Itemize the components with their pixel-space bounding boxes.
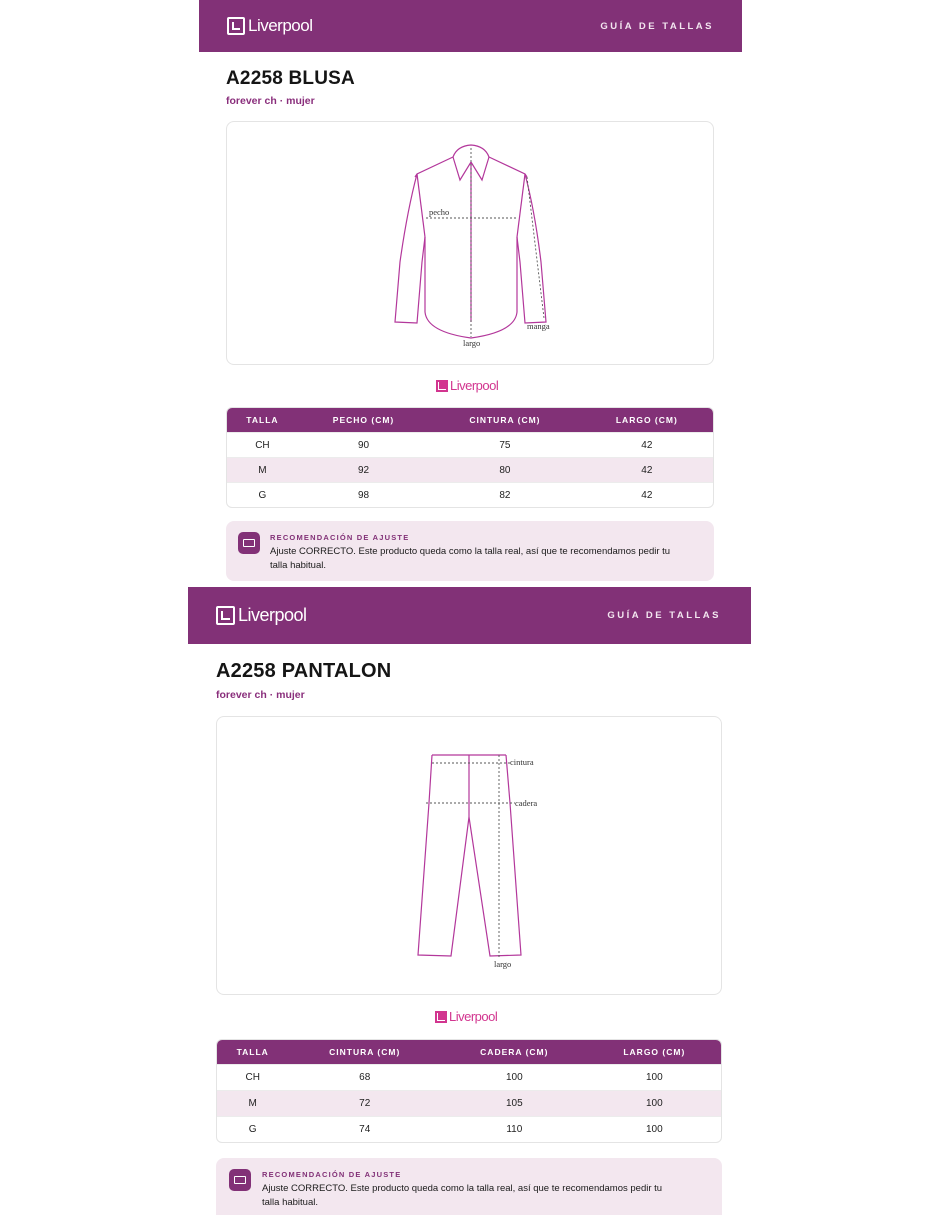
product-subtitle: forever ch · mujer [226, 95, 315, 107]
shirt-outline [395, 145, 546, 338]
size-table [216, 1039, 722, 1143]
col-header: CINTURA (CM) [429, 408, 580, 432]
col-header: PECHO (CM) [298, 408, 429, 432]
size-guide-pantalon [188, 587, 751, 1215]
table-row [227, 482, 713, 507]
table-cell: CH [227, 432, 298, 457]
table-cell: 72 [288, 1090, 441, 1116]
table-cell: M [227, 457, 298, 482]
col-header: CADERA (CM) [441, 1040, 588, 1064]
table-row [227, 457, 713, 482]
recommendation-text: Ajuste CORRECTO. Este producto queda como la talla real, así que te recomendamos pedir tu talla habitual. [262, 1183, 663, 1208]
table-cell: G [217, 1116, 288, 1142]
header-bar [188, 587, 751, 644]
diagram-label-length: largo [494, 959, 512, 969]
table-header-row [227, 408, 713, 432]
recommendation-text: Ajuste CORRECTO. Este producto queda como la talla real, así que te recomendamos pedir tu talla habitual. [270, 546, 671, 571]
col-header: CINTURA (CM) [288, 1040, 441, 1064]
table-cell: 98 [298, 482, 429, 507]
table-row [227, 432, 713, 457]
table-cell: 92 [298, 457, 429, 482]
size-table [226, 407, 714, 508]
liverpool-mini-logo: Liverpool [436, 378, 498, 393]
liverpool-logo[interactable]: Liverpool [216, 605, 307, 626]
table-cell: M [217, 1090, 288, 1116]
table-row [217, 1064, 721, 1090]
table-cell: G [227, 482, 298, 507]
diagram-label-sleeve: manga [527, 321, 550, 331]
col-header: TALLA [217, 1040, 288, 1064]
table-cell: 90 [298, 432, 429, 457]
diagram-label-waist: cintura [510, 757, 534, 767]
col-header: LARGO (CM) [588, 1040, 721, 1064]
header-bar [199, 0, 742, 52]
col-header: LARGO (CM) [581, 408, 713, 432]
garment-diagram-card [216, 716, 722, 995]
recommendation-label: RECOMENDACIÓN DE AJUSTE [270, 533, 410, 542]
product-title: A2258 PANTALON [216, 660, 392, 682]
table-cell: 42 [581, 457, 713, 482]
liverpool-mini-logo-icon [436, 380, 448, 392]
measure-lines [426, 755, 515, 957]
liverpool-mini-logo: Liverpool [435, 1009, 497, 1024]
table-cell: 68 [288, 1064, 441, 1090]
table-header-row [217, 1040, 721, 1064]
table-cell: 100 [588, 1064, 721, 1090]
liverpool-logo[interactable]: Liverpool [227, 16, 313, 36]
table-cell: 100 [441, 1064, 588, 1090]
ruler-icon [238, 532, 260, 554]
diagram-label-hip: cadera [515, 798, 538, 808]
diagram-label-length: largo [463, 338, 481, 348]
liverpool-mini-logo-icon [435, 1011, 447, 1023]
table-row [217, 1090, 721, 1116]
size-guide-label: GUÍA DE TALLAS [600, 20, 714, 32]
product-title: A2258 BLUSA [226, 68, 355, 89]
shirt-diagram [227, 122, 715, 366]
table-cell: 42 [581, 482, 713, 507]
recommendation-label: RECOMENDACIÓN DE AJUSTE [262, 1170, 402, 1179]
size-guide-label: GUÍA DE TALLAS [607, 610, 721, 621]
pants-outline [418, 755, 521, 956]
diagram-label-chest: pecho [429, 207, 450, 217]
table-cell: 110 [441, 1116, 588, 1142]
ruler-icon [229, 1169, 251, 1191]
liverpool-logo-icon [216, 606, 235, 625]
product-subtitle: forever ch · mujer [216, 689, 305, 701]
size-guide-blusa [199, 0, 742, 586]
fit-recommendation [216, 1158, 722, 1215]
table-cell: 82 [429, 482, 580, 507]
table-cell: 42 [581, 432, 713, 457]
table-cell: 75 [429, 432, 580, 457]
garment-diagram-card [226, 121, 714, 365]
table-row [217, 1116, 721, 1142]
table-cell: CH [217, 1064, 288, 1090]
table-cell: 100 [588, 1116, 721, 1142]
table-cell: 74 [288, 1116, 441, 1142]
fit-recommendation [226, 521, 714, 581]
liverpool-logo-icon [227, 17, 245, 35]
table-cell: 105 [441, 1090, 588, 1116]
col-header: TALLA [227, 408, 298, 432]
table-cell: 80 [429, 457, 580, 482]
table-cell: 100 [588, 1090, 721, 1116]
pants-diagram [217, 717, 723, 996]
